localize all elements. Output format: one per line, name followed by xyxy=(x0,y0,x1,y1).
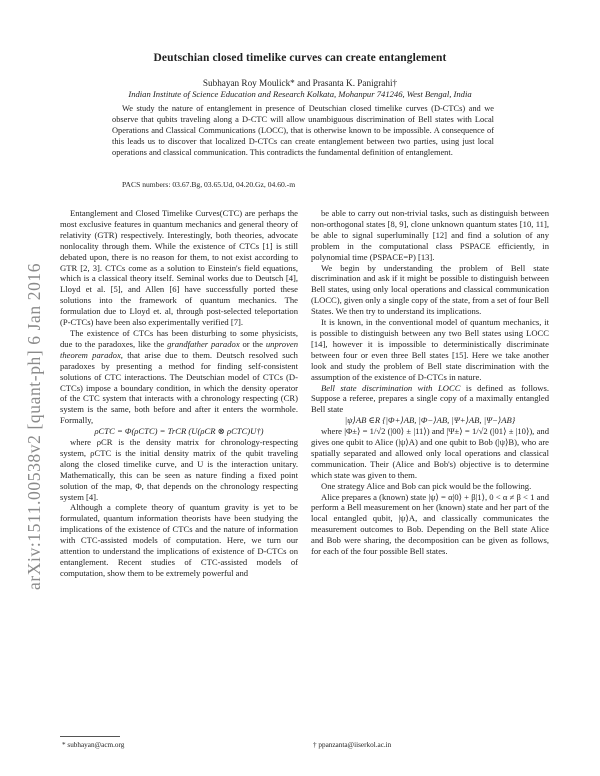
emphasis: grandfather paradox xyxy=(167,338,240,349)
text-run: is defined as follows. Suppose a referee, prepares a single copy of a maximally entangled Bell state xyxy=(311,382,549,415)
left-column xyxy=(60,208,298,579)
footnote-email-left[interactable]: * subhayan@acm.org xyxy=(62,741,125,749)
text-run: or the xyxy=(239,338,266,349)
paper-title: Deutschian closed timelike curves can create entanglement xyxy=(153,52,447,64)
equation-bell-state: |ψ⟩AB ∈R {|Φ+⟩AB, |Φ−⟩AB, |Ψ+⟩AB, |Ψ−⟩AB} xyxy=(344,415,516,426)
footnote-email-right[interactable]: † ppanzanta@iiserkol.ac.in xyxy=(313,741,392,749)
emphasis: unproven theorem paradox xyxy=(60,338,298,360)
paragraph xyxy=(311,383,549,416)
paragraph: where |Φ±⟩ = 1/√2 (|00⟩ ± |11⟩) and |Ψ±⟩ = 1/√2 (|01⟩ ± |10⟩), and gives one qubit to Alice (|ψ⟩A) and one qubit to Bob (|ψ⟩B), who are spatially separated and allowed only local operations and classical communication. Their (Alice and Bob's) objective is to determine which state was given to them. xyxy=(311,426,549,480)
paragraph: Entanglement and Closed Timelike Curves(CTC) are perhaps the most exclusive features in quantum mechanics and general theory of relativity (GTR) respectively. Interestingly, both theories, advocate nonlocality through them. While the existence of CTCs [1] is still debated upon, there is no reason for them, to not exist according to GTR [2, 3]. CTCs come as a solution to Einstein's field equations, which is a classical theory itself. Seminal works due to Deutsch [4], Lloyd et al. [5], and Allen [6] have successfully ported these solutions into the framework of quantum mechanics. The formulation due to Lloyd et. al, through post-selected teleportation (P-CTCs) have been also experimentally verified [7]. xyxy=(60,208,298,328)
footnote-rule xyxy=(60,736,120,737)
paragraph: Although a complete theory of quantum gravity is yet to be formulated, quantum information theorists have been studying the implications of the existence of CTCs and the nature of information with CTC-assisted models of computation. Here, we turn our attention to understand the implications of existence of D-CTCs on entanglement. Recent studies of CTC-assisted models of computation, show them to be extremely powerful and xyxy=(60,502,298,578)
text-run: The existence of CTCs has been disturbing to some physicists, due to the paradoxes, like the xyxy=(60,327,298,349)
paragraph: We begin by understanding the problem of Bell state discrimination and ask if it might be possible to distinguish between Bell states, using only local operations and classical communication (LOCC), given only a single copy of the state, from a set of four Bell States. We then try to understand its implications. xyxy=(311,262,549,317)
pacs-numbers: PACS numbers: 03.67.Bg, 03.65.Ud, 04.20.Gz, 04.60.-m xyxy=(122,180,296,189)
paragraph: It is known, in the conventional model of quantum mechanics, it is possible to distinguish between any two Bell states using LOCC [14], however it is impossible to deterministically discriminate between four or even three Bell states [15]. Here we take another look and study the problem of Bell state discrimination with the assumption of the existence of D-CTCs in nature. xyxy=(311,317,549,382)
author-list: Subhayan Roy Moulick* and Prasanta K. Panigrahi† xyxy=(202,78,398,88)
paragraph xyxy=(60,328,298,426)
emphasis: Bell state discrimination with LOCC xyxy=(321,382,461,393)
text-run: , that arise due to them. Deutsch resolved such paradoxes by presenting a method for finding self-consistent solutions of CTC interactions. The Deutschian model of CTCs (D-CTCs) impose a boundary condition, in which the density operator of the CTC system that interacts with a chronology respecting (CR) system is the same, both before and after it enters the wormhole. Formally, xyxy=(60,349,298,426)
paragraph: be able to carry out non-trivial tasks, such as distinguish between non-orthogonal states [8, 9], clone unknown quantum states [10, 11], be able to signal superluminally [12] and find a solution of any problem in the computational class PSPACE efficiently, in polynomial time (PSPACE=P) [13]. xyxy=(311,208,549,262)
arxiv-identifier[interactable]: arXiv:1511.00538v2 [quant-ph] 6 Jan 2016 xyxy=(24,262,44,590)
equation-deutsch-condition: ρCTC = Φ(ρCTC) = TrCR (U(ρCR ⊗ ρCTC)U†) xyxy=(94,426,264,437)
paragraph: One strategy Alice and Bob can pick would be the following. xyxy=(321,480,532,491)
paragraph: where ρCR is the density matrix for chronology-respecting system, ρCTC is the initial density matrix of the qubit traveling along the closed timelike curve, and U is the interaction unitary. Mathematically, this can be seen as nature finding a fixed point solution of the map, Φ, that depends on the chronology respecting system [4]. xyxy=(60,437,298,502)
abstract: We study the nature of entanglement in presence of Deutschian closed timelike curves (D-CTCs) and we observe that qubits traveling along a D-CTC will allow unambiguous discrimination of Bell states with Local Operations and Classical Communications (LOCC), that is otherwise known to be impossible. A consequence of this leads us to discover that localized D-CTCs can create entanglement between two parties, using just local operations and classical communication. This contradicts the fundamental definition of entanglement. xyxy=(112,104,494,158)
paragraph: Alice prepares a (known) state |ψ⟩ = α|0⟩ + β|1⟩, 0 < α ≠ β < 1 and perform a Bell measurement on her (known) state and her part of the local entangled qubit, |ψ⟩A, and classically communicates the measurement outcomes to Bob. Depending on the Bell state Alice and Bob were sharing, the decomposition can be given as follows, for each of the four possible Bell states. xyxy=(311,491,549,557)
affiliation: Indian Institute of Science Education and Research Kolkata, Mohanpur 741246, West Bengal, India xyxy=(128,89,472,99)
right-column xyxy=(311,208,549,557)
